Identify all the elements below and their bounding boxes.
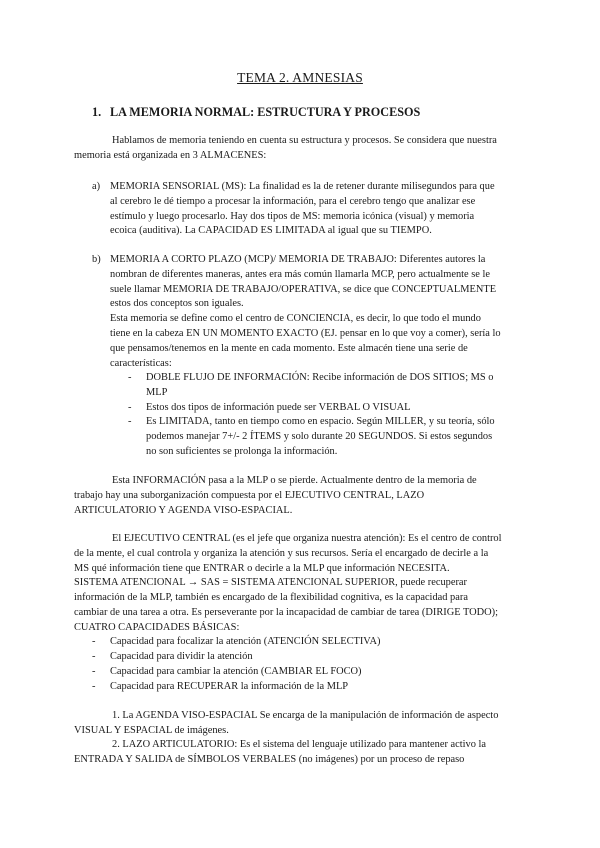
bullet-item <box>146 371 494 401</box>
paragraph-line: ecoica (auditiva). La CAPACIDAD ES LIMITADA al igual que su TIEMPO. <box>110 225 432 237</box>
paragraph-line: trabajo hay una suborganización compuesta por el EJECUTIVO CENTRAL, LAZO <box>74 489 425 501</box>
intro-paragraph <box>74 134 497 164</box>
paragraph-line: Es LIMITADA, tanto en tiempo como en espacio. Según MILLER, y su teoría, sólo <box>146 416 495 427</box>
bullet-dash: - <box>128 372 132 383</box>
item-b-paragraph <box>110 253 501 371</box>
bullet-dash: - <box>128 402 132 413</box>
paragraph-line: estímulo y luego procesarlo. Hay dos tipos de MS: memoria icónica (visual) y memoria <box>110 210 475 222</box>
paragraph-line: suele llamar MEMORIA DE TRABAJO/OPERATIVA, se dice que CONCEPTUALMENTE <box>110 283 497 295</box>
paragraph-line: 1. La AGENDA VISO-ESPACIAL Se encarga de la manipulación de información de aspecto <box>112 710 499 721</box>
paragraph-line: podemos manejar 7+/- 2 ÍTEMS y solo durante 20 SEGUNDOS. Si estos segundos <box>146 430 493 442</box>
paragraph-line: Esta INFORMACIÓN pasa a la MLP o se pierde. Actualmente dentro de la memoria de <box>112 475 477 486</box>
paragraph-line: MLP <box>146 386 168 398</box>
paragraph-line: que pensamos/tenemos en la mente en cada momento. Este almacén tiene una serie de <box>110 342 468 354</box>
capacidad-item: Capacidad para cambiar la atención (CAMBIAR EL FOCO) <box>110 666 362 677</box>
paragraph-line: MS qué información tiene que ENTRAR o decirle a la MLP que información NECESITA. <box>74 562 450 574</box>
ejecutivo-paragraph <box>74 532 502 636</box>
section-number: 1. <box>92 105 102 119</box>
section-heading <box>92 105 420 120</box>
paragraph-line: ARTICULATORIO Y AGENDA VISO-ESPACIAL. <box>74 504 293 516</box>
list-label-b: b) <box>92 254 101 265</box>
paragraph-line: de la mente, el cual controla y organiza la atención y sus recursos. Sería el encargado de decirle a la <box>74 547 489 559</box>
bullet-dash: - <box>92 666 96 677</box>
info-paragraph <box>74 474 477 518</box>
paragraph-line: Hablamos de memoria teniendo en cuenta su estructura y procesos. Se considera que nuestra <box>112 135 497 146</box>
capacidad-item: Capacidad para dividir la atención <box>110 651 253 662</box>
section-heading-text: LA MEMORIA NORMAL: ESTRUCTURA Y PROCESOS <box>110 105 421 119</box>
bullet-dash: - <box>92 651 96 662</box>
paragraph-line: CUATRO CAPACIDADES BÁSICAS: <box>74 621 240 633</box>
numbered-item-lazo <box>74 738 486 768</box>
bullet-item <box>146 401 410 416</box>
bullet-dash: - <box>92 681 96 692</box>
bullet-dash: - <box>92 636 96 647</box>
paragraph-line: memoria está organizada en 3 ALMACENES: <box>74 149 267 161</box>
paragraph-line: estos dos conceptos son iguales. <box>110 298 244 310</box>
numbered-item-agenda <box>74 709 498 739</box>
paragraph-line: VISUAL Y ESPACIAL de imágenes. <box>74 724 229 736</box>
paragraph-line: Estos dos tipos de información puede ser VERBAL O VISUAL <box>146 402 411 413</box>
page-title: TEMA 2. AMNESIAS <box>237 70 363 85</box>
paragraph-line: DOBLE FLUJO DE INFORMACIÓN: Recibe información de DOS SITIOS; MS o <box>146 372 494 383</box>
paragraph-line: tiene en la cabeza EN UN MOMENTO EXACTO (EJ. pensar en lo que voy a comer), sería lo <box>110 327 501 339</box>
paragraph-line: cambiar de una tarea a otra. Es perseverante por la incapacidad de cambiar de tarea (DIRIGE TODO); <box>74 606 498 618</box>
paragraph-line: El EJECUTIVO CENTRAL (es el jefe que organiza nuestra atención): Es el centro de control <box>112 533 502 544</box>
paragraph-line: al cerebro le dé tiempo a procesar la información, para el cerebro tengo que analizar ese <box>110 195 476 207</box>
paragraph-line: características: <box>110 357 172 369</box>
paragraph-line: SISTEMA ATENCIONAL → SAS = SISTEMA ATENCIONAL SUPERIOR, puede recuperar <box>74 577 467 589</box>
paragraph-line: Esta memoria se define como el centro de CONCIENCIA, es decir, lo que todo el mundo <box>110 313 481 325</box>
bullet-item <box>146 415 495 459</box>
paragraph-line: MEMORIA A CORTO PLAZO (MCP)/ MEMORIA DE TRABAJO: Diferentes autores la <box>110 254 486 265</box>
paragraph-line: información de la MLP, también es encargado de la flexibilidad cognitiva, es la capacidad para <box>74 592 468 604</box>
capacidad-item: Capacidad para RECUPERAR la información de la MLP <box>110 681 349 692</box>
paragraph-line: no son suficientes se prolonga la información. <box>146 445 338 457</box>
paragraph-line: ENTRADA Y SALIDA de SÍMBOLOS VERBALES (no imágenes) por un proceso de repaso <box>74 753 465 765</box>
bullet-dash: - <box>128 416 132 427</box>
paragraph-line: 2. LAZO ARTICULATORIO: Es el sistema del lenguaje utilizado para mantener activo la <box>112 739 487 750</box>
item-a-paragraph <box>110 180 495 239</box>
capacidad-item: Capacidad para focalizar la atención (ATENCIÓN SELECTIVA) <box>110 636 381 647</box>
paragraph-line: nombran de diferentes maneras, antes era más común llamarla MCP, pero actualmente se le <box>110 268 490 280</box>
list-label-a: a) <box>92 181 101 192</box>
paragraph-line: MEMORIA SENSORIAL (MS): La finalidad es la de retener durante milisegundos para que <box>110 181 495 192</box>
